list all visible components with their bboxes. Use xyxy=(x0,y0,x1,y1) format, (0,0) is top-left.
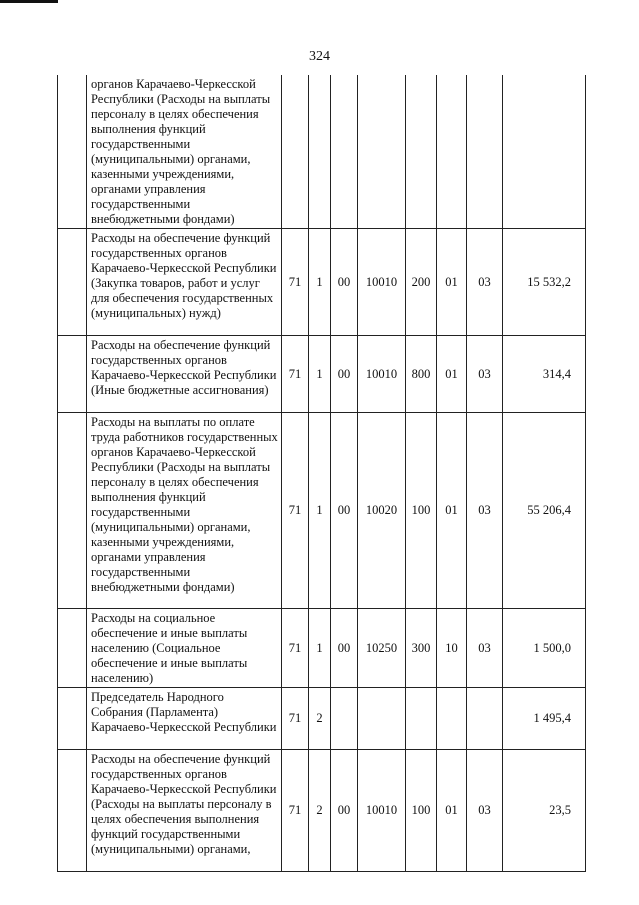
code-cell: 100 xyxy=(406,413,437,609)
code-cell: 1 xyxy=(309,413,331,609)
code-cell: 71 xyxy=(282,688,309,750)
table-row xyxy=(58,336,586,413)
table-row xyxy=(58,413,586,609)
description-cell: органов Карачаево-Черкесской Республики (Расходы на выплаты персоналу в целях обеспечения выполнения функций государственными (муниципальными) органами, казенными учреждениями, органами управления государственными внебюджетными фондами) xyxy=(87,75,282,229)
code-cell xyxy=(406,75,437,229)
code-cell xyxy=(467,688,503,750)
index-cell xyxy=(58,688,87,750)
code-cell: 10020 xyxy=(358,413,406,609)
code-cell: 10010 xyxy=(358,750,406,872)
table-row xyxy=(58,229,586,336)
code-cell xyxy=(467,75,503,229)
code-cell: 10010 xyxy=(358,336,406,413)
code-cell: 71 xyxy=(282,750,309,872)
code-cell: 71 xyxy=(282,609,309,688)
code-cell: 2 xyxy=(309,688,331,750)
code-cell: 01 xyxy=(437,336,467,413)
code-cell: 71 xyxy=(282,413,309,609)
index-cell xyxy=(58,609,87,688)
amount-cell: 314,4 xyxy=(503,336,586,413)
code-cell xyxy=(437,75,467,229)
code-cell: 200 xyxy=(406,229,437,336)
scan-corner-mark xyxy=(0,0,58,3)
description-cell: Расходы на обеспечение функций государственных органов Карачаево-Черкесской Республики (Иные бюджетные ассигнования) xyxy=(87,336,282,413)
table-row xyxy=(58,609,586,688)
amount-cell: 55 206,4 xyxy=(503,413,586,609)
description-cell: Расходы на обеспечение функций государственных органов Карачаево-Черкесской Республики (Закупка товаров, работ и услуг для обеспечения государственных (муниципальных) нужд) xyxy=(87,229,282,336)
code-cell xyxy=(406,688,437,750)
index-cell xyxy=(58,336,87,413)
code-cell: 1 xyxy=(309,336,331,413)
table-row xyxy=(58,688,586,750)
amount-cell: 23,5 xyxy=(503,750,586,872)
code-cell: 00 xyxy=(331,750,358,872)
description-cell: Расходы на социальное обеспечение и иные выплаты населению (Социальное обеспечение и иные выплаты населению) xyxy=(87,609,282,688)
code-cell: 300 xyxy=(406,609,437,688)
code-cell: 10 xyxy=(437,609,467,688)
code-cell: 01 xyxy=(437,750,467,872)
amount-cell: 15 532,2 xyxy=(503,229,586,336)
description-cell: Расходы на выплаты по оплате труда работников государственных органов Карачаево-Черкесской Республики (Расходы на выплаты персоналу в целях обеспечения выполнения функций государственными (муниципальными) органами, казенными учреждениями, органами управления государственными внебюджетными фондами) xyxy=(87,413,282,609)
code-cell xyxy=(437,688,467,750)
code-cell: 01 xyxy=(437,229,467,336)
code-cell: 01 xyxy=(437,413,467,609)
code-cell: 10010 xyxy=(358,229,406,336)
code-cell: 03 xyxy=(467,413,503,609)
code-cell xyxy=(331,75,358,229)
page-number: 324 xyxy=(309,49,330,64)
code-cell xyxy=(282,75,309,229)
table-row xyxy=(58,750,586,872)
code-cell: 1 xyxy=(309,609,331,688)
budget-table xyxy=(57,75,586,872)
description-cell: Расходы на обеспечение функций государственных органов Карачаево-Черкесской Республики (Расходы на выплаты персоналу в целях обеспечения выполнения функций государственными (муниципальными) органами, xyxy=(87,750,282,872)
code-cell: 800 xyxy=(406,336,437,413)
amount-cell: 1 500,0 xyxy=(503,609,586,688)
index-cell xyxy=(58,413,87,609)
code-cell: 10250 xyxy=(358,609,406,688)
table-row xyxy=(58,75,586,229)
index-cell xyxy=(58,229,87,336)
code-cell xyxy=(358,688,406,750)
index-cell xyxy=(58,750,87,872)
code-cell xyxy=(309,75,331,229)
code-cell: 2 xyxy=(309,750,331,872)
code-cell: 03 xyxy=(467,229,503,336)
code-cell: 1 xyxy=(309,229,331,336)
code-cell: 71 xyxy=(282,229,309,336)
code-cell: 00 xyxy=(331,336,358,413)
code-cell xyxy=(358,75,406,229)
code-cell: 00 xyxy=(331,229,358,336)
code-cell: 71 xyxy=(282,336,309,413)
code-cell: 100 xyxy=(406,750,437,872)
code-cell: 00 xyxy=(331,609,358,688)
index-cell xyxy=(58,75,87,229)
amount-cell: 1 495,4 xyxy=(503,688,586,750)
description-cell: Председатель Народного Собрания (Парламента) Карачаево-Черкесской Республики xyxy=(87,688,282,750)
code-cell: 00 xyxy=(331,413,358,609)
code-cell: 03 xyxy=(467,750,503,872)
code-cell: 03 xyxy=(467,336,503,413)
amount-cell xyxy=(503,75,586,229)
code-cell xyxy=(331,688,358,750)
code-cell: 03 xyxy=(467,609,503,688)
